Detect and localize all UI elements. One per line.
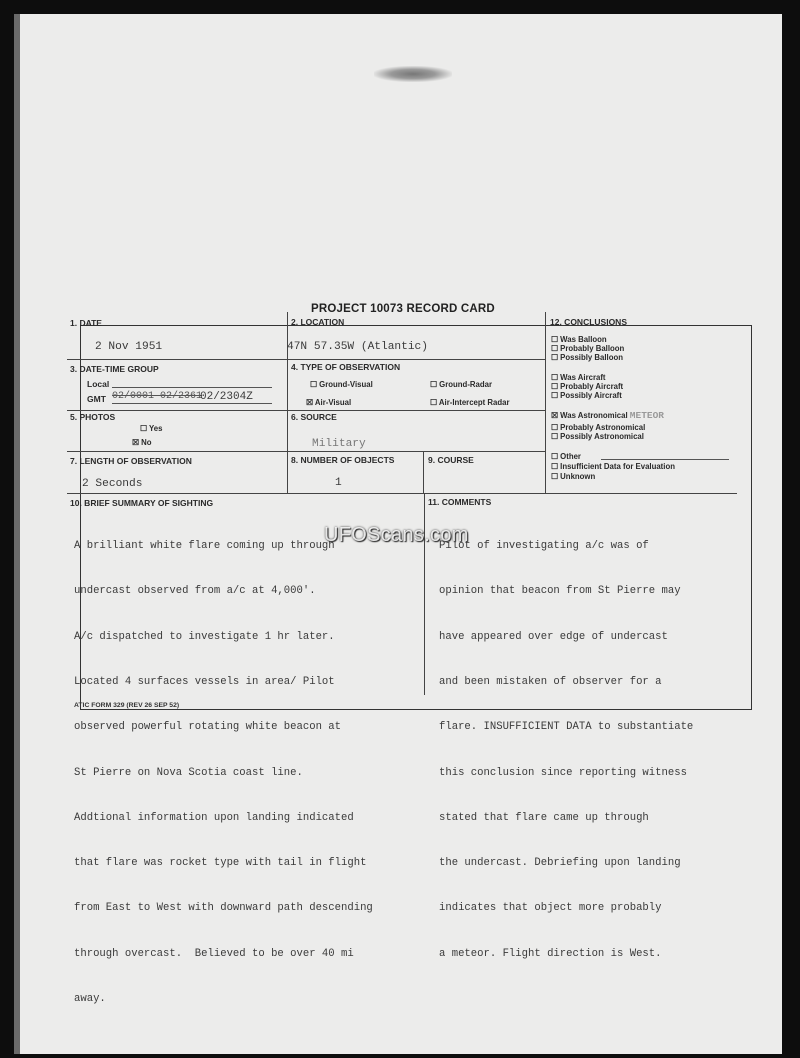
summary-line: away. [74,993,106,1005]
conclusion-unknown: ☐ Unknown [551,472,596,481]
checkbox-icon: ☐ [430,380,437,389]
type-of-observation-label: 4. TYPE OF OBSERVATION [291,362,401,372]
option-air-intercept-radar: ☐ Air-Intercept Radar [430,398,510,407]
conclusion-possibly-aircraft: ☐ Possibly Aircraft [551,391,622,400]
comments-line: have appeared over edge of undercast [439,630,668,643]
summary-line: through overcast. Believed to be over 40 mi [74,947,354,960]
summary-line: from East to West with downward path descending [74,902,373,915]
number-of-objects-label: 8. NUMBER OF OBJECTS [291,455,395,465]
length-of-observation-value: 2 Seconds [82,478,143,490]
comments-line: indicates that object more probably [439,902,662,915]
comments-line: this conclusion since reporting witness [439,766,687,779]
summary-text [74,509,373,1022]
location-value: 47N 57.35W (Atlantic) [287,341,428,353]
conclusion-probably-balloon: ☐ Probably Balloon [551,344,625,353]
checkbox-icon: ☐ [551,462,558,471]
summary-line: A brilliant white flare coming up through [74,540,335,553]
conclusion-possibly-balloon: ☐ Possibly Balloon [551,353,623,362]
watermark: UFOScans.com [324,524,469,546]
checkbox-icon: ☐ [551,382,558,391]
summary-line: that flare was rocket type with tail in flight [74,857,367,870]
comments-line: opinion that beacon from St Pierre may [439,585,681,598]
gmt-line [112,403,272,404]
page-edge-shadow [14,14,20,1054]
conclusion-was-aircraft: ☐ Was Aircraft [551,373,606,382]
conclusion-annotation: METEOR [629,410,665,421]
checkbox-icon: ☐ [551,432,558,441]
checkbox-icon: ☐ [551,353,558,362]
comments-label: 11. COMMENTS [428,497,492,507]
comments-line: and been mistaken of observer for a [439,676,662,689]
summary-line: undercast observed from a/c at 4,000'. [74,585,316,598]
checked-checkbox-icon: ☒ [132,438,139,447]
local-time-label: Local [87,379,110,389]
conclusion-probably-aircraft: ☐ Probably Aircraft [551,382,624,391]
comments-line: Pilot of investigating a/c was of [439,540,649,553]
date-label: 1. DATE [70,318,102,328]
date-time-group-label: 3. DATE-TIME GROUP [70,364,159,374]
summary-line: A/c dispatched to investigate 1 hr later. [74,630,335,643]
conclusion-probably-astronomical: ☐ Probably Astronomical [551,423,646,432]
location-label: 2. LOCATION [291,317,345,327]
summary-line: Addtional information upon landing indicated [74,811,354,824]
option-ground-radar: ☐ Ground-Radar [430,380,493,389]
summary-line: observed powerful rotating white beacon at [74,721,342,734]
conclusion-other: ☐ Other [551,452,581,461]
comments-line: flare. INSUFFICIENT DATA to substantiate [439,721,694,734]
source-value: Military [312,438,366,450]
form-number: ATIC FORM 329 (REV 26 SEP 52) [74,702,180,709]
gmt-struck-value: 02/0001 02/2361 [112,391,203,402]
option-air-visual: ☒ Air-Visual [306,398,352,407]
checkbox-icon: ☐ [310,380,317,389]
option-ground-visual: ☐ Ground-Visual [310,380,373,389]
punch-hole-mark [374,66,452,82]
checked-checkbox-icon: ☒ [551,411,558,420]
summary-line: St Pierre on Nova Scotia coast line. [74,766,303,779]
comments-line: the undercast. Debriefing upon landing [439,857,681,870]
photos-label: 5. PHOTOS [70,412,116,422]
summary-line: Located 4 surfaces vessels in area/ Pilot [74,676,335,689]
local-time-line [112,387,272,388]
comments-line: a meteor. Flight direction is West. [439,947,662,960]
summary-label: 10. BRIEF SUMMARY OF SIGHTING [70,498,214,508]
conclusion-possibly-astronomical: ☐ Possibly Astronomical [551,432,644,441]
checkbox-icon: ☐ [551,344,558,353]
checkbox-icon: ☐ [551,452,558,461]
number-of-objects-value: 1 [335,477,342,489]
checkbox-icon: ☐ [551,373,558,382]
checked-checkbox-icon: ☒ [306,398,313,407]
checkbox-icon: ☐ [140,424,147,433]
comments-text [439,509,693,977]
gmt-value: 02/2304Z [200,391,253,403]
conclusion-was-balloon: ☐ Was Balloon [551,335,607,344]
length-of-observation-label: 7. LENGTH OF OBSERVATION [70,456,192,466]
source-label: 6. SOURCE [291,412,337,422]
checkbox-icon: ☐ [551,335,558,344]
card-title: PROJECT 10073 RECORD CARD [311,303,495,315]
checkbox-icon: ☐ [551,423,558,432]
conclusion-insufficient-data: ☐ Insufficient Data for Evaluation [551,462,675,471]
date-value: 2 Nov 1951 [95,341,163,353]
checkbox-icon: ☐ [551,472,558,481]
conclusions-label: 12. CONCLUSIONS [550,317,627,327]
course-label: 9. COURSE [428,455,474,465]
other-line [601,459,729,460]
photos-option-no: ☒ No [132,438,152,447]
checkbox-icon: ☐ [551,391,558,400]
comments-line: stated that flare came up through [439,811,649,824]
conclusion-was-astronomical: ☒ Was Astronomical METEOR [551,410,665,421]
gmt-label: GMT [87,394,106,404]
checkbox-icon: ☐ [430,398,437,407]
photos-option-yes: ☐ Yes [140,424,163,433]
